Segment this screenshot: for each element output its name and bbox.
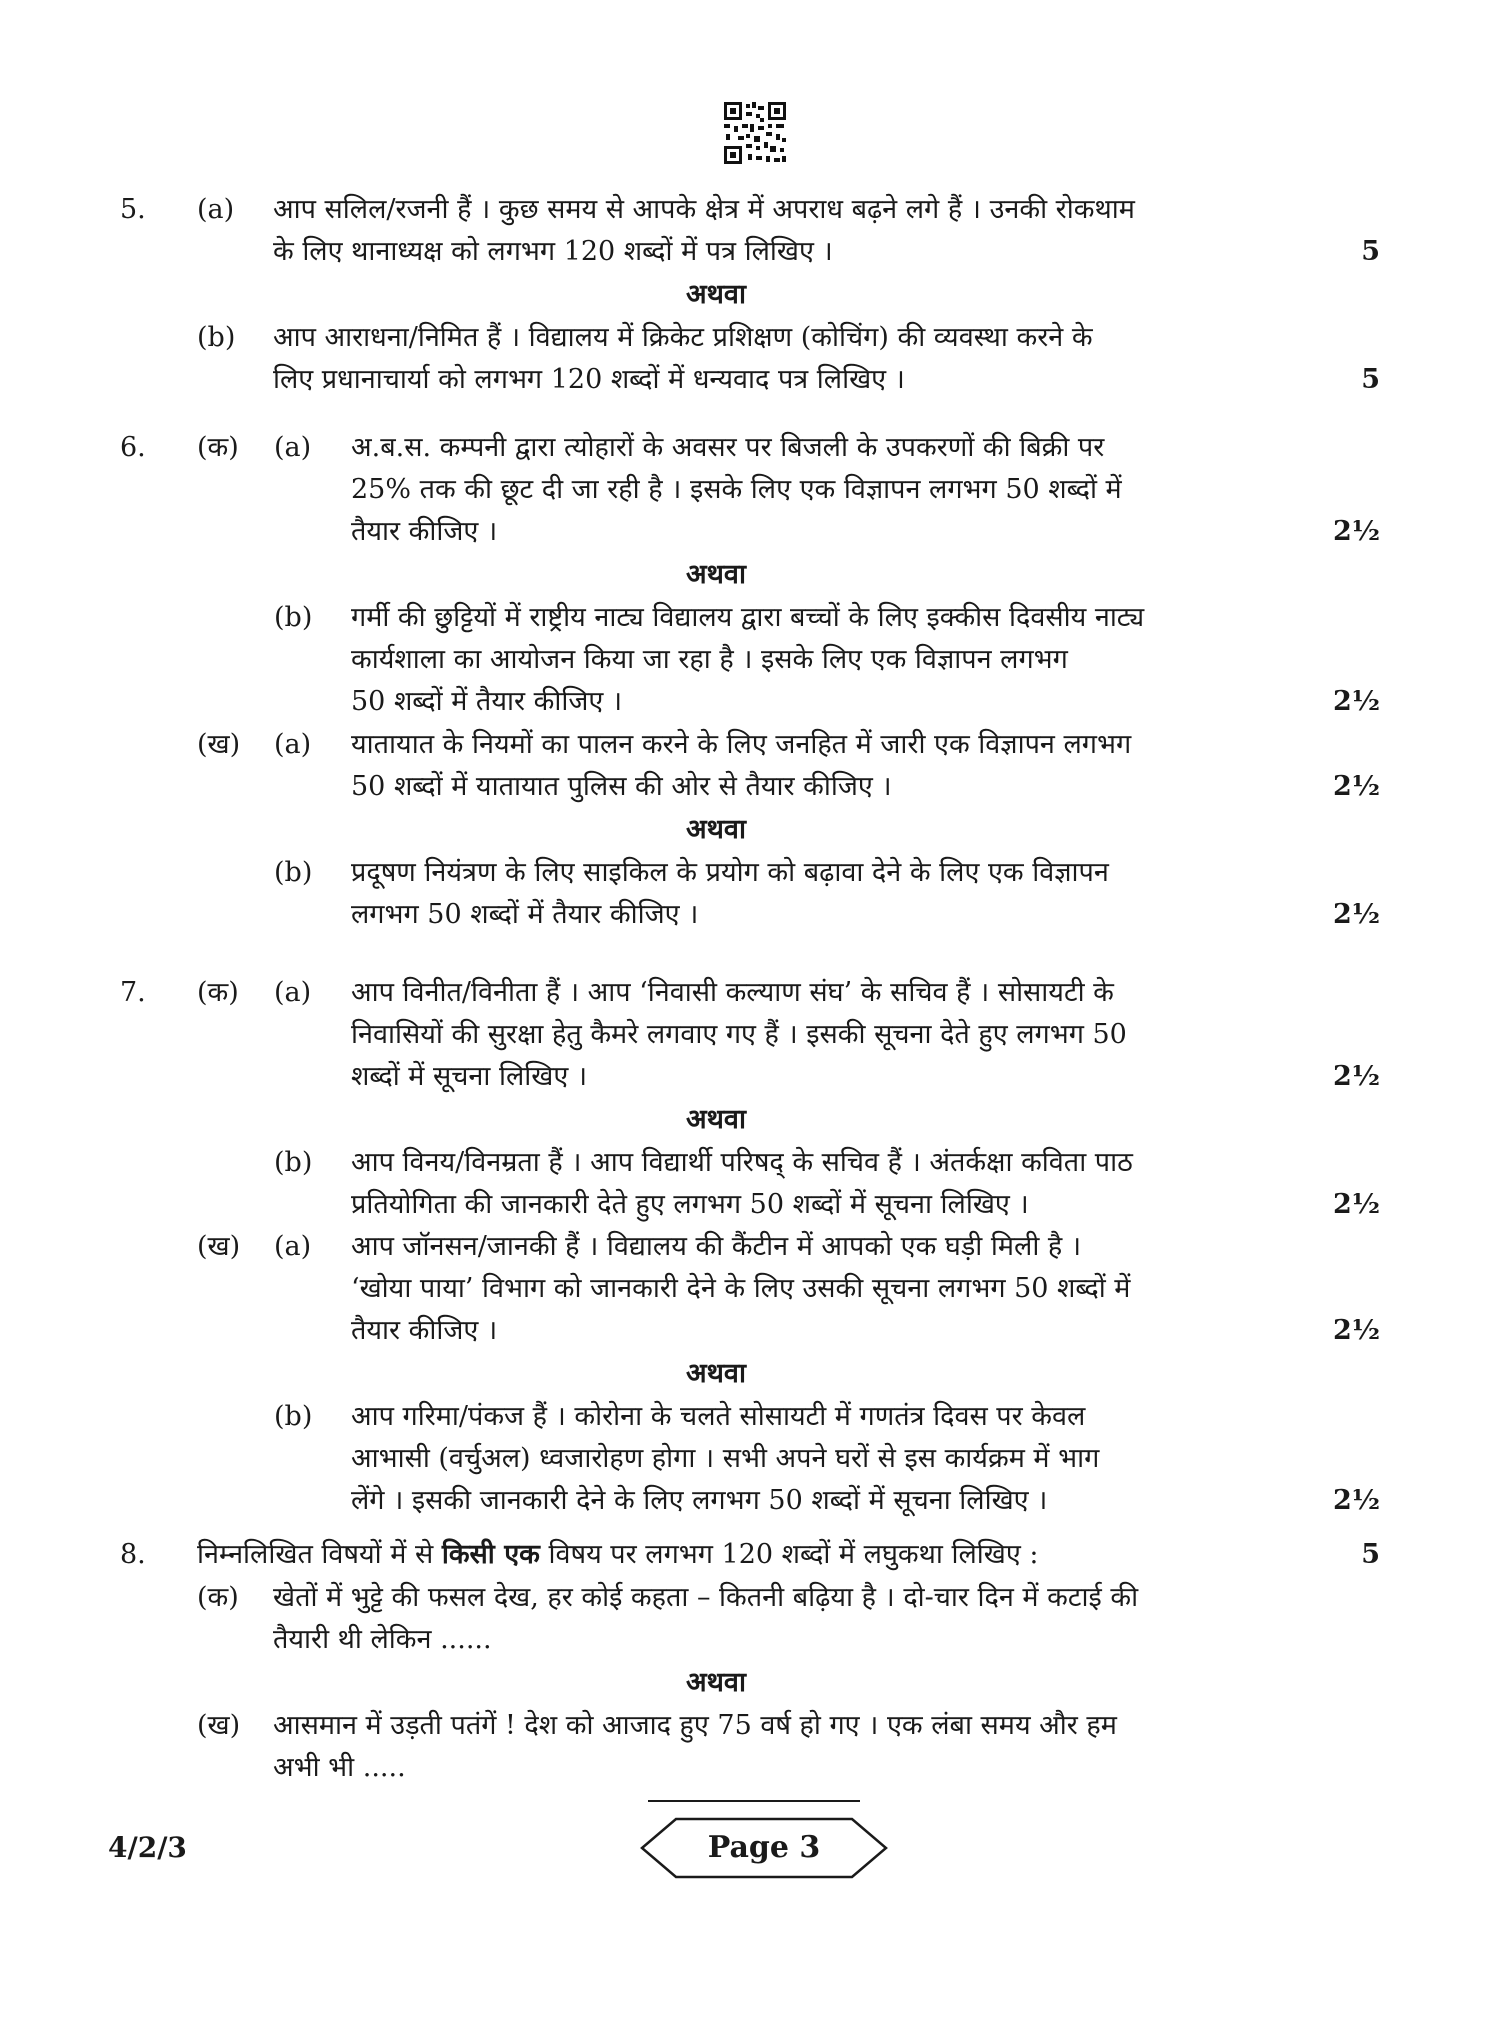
q7-ka-a-label: (a) (274, 977, 312, 1008)
q7-kha-label: (ख) (197, 1231, 241, 1262)
q7-ka-b-line2: प्रतियोगिता की जानकारी देते हुए लगभग 50 शब्दों में सूचना लिखिए । (351, 1189, 1029, 1220)
q7-ka-a-line1: आप विनीत/विनीता हैं । आप ‘निवासी कल्याण संघ’ के सचिव हैं । सोसायटी के (351, 977, 1114, 1008)
q7-kha-a-label: (a) (274, 1231, 312, 1262)
q6-ka-a-line1: अ.ब.स. कम्पनी द्वारा त्योहारों के अवसर पर बिजली के उपकरणों की बिक्री पर (351, 432, 1105, 463)
q7-kha-a-line3: तैयार कीजिए । (351, 1315, 498, 1346)
q7-ka-a-line3: शब्दों में सूचना लिखिए । (351, 1061, 588, 1092)
q7-kha-b-marks: 2½ (1333, 1485, 1380, 1516)
q6-kha-label: (ख) (197, 729, 241, 760)
footer-rule (648, 1800, 860, 1802)
q7-ka-a-marks: 2½ (1333, 1061, 1380, 1092)
q6-ka-a-line2: 25% तक की छूट दी जा रही है । इसके लिए एक विज्ञापन लगभग 50 शब्दों में (351, 474, 1122, 505)
q7-kha-b-line2: आभासी (वर्चुअल) ध्वजारोहण होगा । सभी अपने घरों से इस कार्यक्रम में भाग (351, 1443, 1100, 1474)
q7-ka-label: (क) (197, 977, 239, 1008)
q8-or-divider: अथवा (686, 1667, 746, 1698)
q5-b-label: (b) (197, 322, 236, 353)
q7-kha-b-line3: लेंगे । इसकी जानकारी देने के लिए लगभग 50 शब्दों में सूचना लिखिए । (351, 1485, 1048, 1516)
q6-ka-a-marks: 2½ (1333, 516, 1380, 547)
q6-ka-b-marks: 2½ (1333, 686, 1380, 717)
q8-ka-line2: तैयारी थी लेकिन ...... (273, 1624, 492, 1655)
q6-kha-a-label: (a) (274, 729, 312, 760)
q8-kha-line1: आसमान में उड़ती पतंगें ! देश को आजाद हुए 75 वर्ष हो गए । एक लंबा समय और हम (273, 1710, 1117, 1741)
q7-ka-b-line1: आप विनय/विनम्रता हैं । आप विद्यार्थी परिषद् के सचिव हैं । अंतर्कक्षा कविता पाठ (351, 1147, 1133, 1178)
q6-ka-b-label: (b) (274, 602, 313, 633)
q6-kha-b-marks: 2½ (1333, 899, 1380, 930)
q7-or-divider-1: अथवा (686, 1104, 746, 1135)
question-8-number: 8. (120, 1539, 146, 1570)
q6-kha-b-label: (b) (274, 857, 313, 888)
q8-kha-line2: अभी भी ..... (273, 1752, 406, 1783)
q6-kha-b-line1: प्रदूषण नियंत्रण के लिए साइकिल के प्रयोग को बढ़ावा देने के लिए एक विज्ञापन (351, 857, 1109, 888)
question-6-number: 6. (120, 432, 146, 463)
q6-ka-label: (क) (197, 432, 239, 463)
q6-ka-b-line3: 50 शब्दों में तैयार कीजिए । (351, 686, 623, 717)
q7-kha-a-line2: ‘खोया पाया’ विभाग को जानकारी देने के लिए उसकी सूचना लगभग 50 शब्दों में (351, 1273, 1131, 1304)
q8-intro (197, 1537, 1038, 1573)
q8-marks: 5 (1361, 1539, 1380, 1570)
q5-b-text-line2: लिए प्रधानाचार्या को लगभग 120 शब्दों में धन्यवाद पत्र लिखिए । (273, 364, 905, 395)
q7-ka-a-line2: निवासियों की सुरक्षा हेतु कैमरे लगवाए गए हैं । इसकी सूचना देते हुए लगभग 50 (351, 1019, 1127, 1050)
q6-ka-a-label: (a) (274, 432, 312, 463)
q6-kha-b-line2: लगभग 50 शब्दों में तैयार कीजिए । (351, 899, 699, 930)
page-number: Page 3 (707, 1830, 821, 1865)
q5-a-text-line1: आप सलिल/रजनी हैं । कुछ समय से आपके क्षेत्र में अपराध बढ़ने लगे हैं । उनकी रोकथाम (273, 194, 1135, 225)
q8-intro-pre: निम्नलिखित विषयों में से (197, 1539, 442, 1570)
q8-kha-label: (ख) (197, 1710, 241, 1741)
q5-b-text-line1: आप आराधना/निमित हैं । विद्यालय में क्रिकेट प्रशिक्षण (कोचिंग) की व्यवस्था करने के (273, 322, 1093, 353)
q5-a-label: (a) (197, 194, 235, 225)
q5-or-divider: अथवा (686, 279, 746, 310)
q5-a-marks: 5 (1361, 236, 1380, 267)
paper-code: 4/2/3 (108, 1831, 187, 1864)
q7-kha-a-marks: 2½ (1333, 1315, 1380, 1346)
q6-kha-a-marks: 2½ (1333, 771, 1380, 802)
q7-ka-b-label: (b) (274, 1147, 313, 1178)
q7-kha-b-line1: आप गरिमा/पंकज हैं । कोरोना के चलते सोसायटी में गणतंत्र दिवस पर केवल (351, 1401, 1086, 1432)
q6-kha-a-line2: 50 शब्दों में यातायात पुलिस की ओर से तैयार कीजिए । (351, 771, 892, 802)
q6-ka-a-line3: तैयार कीजिए । (351, 516, 498, 547)
q6-ka-b-line1: गर्मी की छुट्टियों में राष्ट्रीय नाट्य विद्यालय द्वारा बच्चों के लिए इक्कीस दिवसीय नाट्य (351, 602, 1145, 633)
q8-intro-emphasis: किसी एक (441, 1539, 540, 1570)
q7-ka-b-marks: 2½ (1333, 1189, 1380, 1220)
qr-code-icon (722, 100, 788, 166)
q6-kha-a-line1: यातायात के नियमों का पालन करने के लिए जनहित में जारी एक विज्ञापन लगभग (351, 729, 1132, 760)
q7-kha-b-label: (b) (274, 1401, 313, 1432)
question-5-number: 5. (120, 194, 146, 225)
q7-or-divider-2: अथवा (686, 1358, 746, 1389)
q8-ka-label: (क) (197, 1582, 239, 1613)
q5-b-marks: 5 (1361, 364, 1380, 395)
q8-intro-post: विषय पर लगभग 120 शब्दों में लघुकथा लिखिए : (539, 1539, 1039, 1570)
q6-or-divider-2: अथवा (686, 814, 746, 845)
q8-ka-line1: खेतों में भुट्टे की फसल देख, हर कोई कहता – कितनी बढ़िया है । दो-चार दिन में कटाई की (273, 1582, 1139, 1613)
q6-ka-b-line2: कार्यशाला का आयोजन किया जा रहा है । इसके लिए एक विज्ञापन लगभग (351, 644, 1068, 675)
q6-or-divider-1: अथवा (686, 559, 746, 590)
q5-a-text-line2: के लिए थानाध्यक्ष को लगभग 120 शब्दों में पत्र लिखिए । (273, 236, 833, 267)
question-7-number: 7. (120, 977, 146, 1008)
q7-kha-a-line1: आप जॉनसन/जानकी हैं । विद्यालय की कैंटीन में आपको एक घड़ी मिली है । (351, 1231, 1082, 1262)
